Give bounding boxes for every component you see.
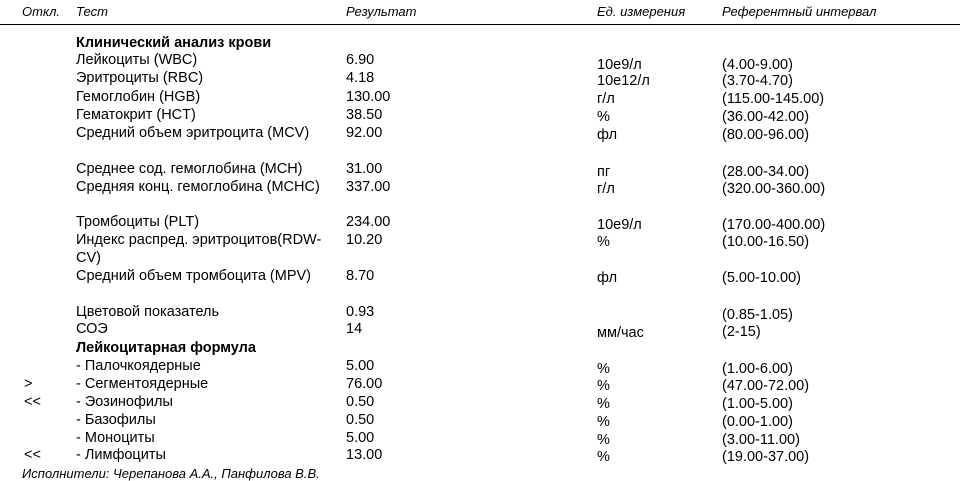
- row-unit: мм/час: [597, 325, 644, 341]
- row-result: 8.70: [346, 268, 375, 284]
- header-unit: Ед. измерения: [597, 4, 686, 19]
- row-test: - Лимфоциты: [76, 447, 166, 463]
- row-result: 130.00: [346, 89, 391, 105]
- row-unit: %: [597, 234, 610, 250]
- row-reference: (19.00-37.00): [722, 449, 810, 465]
- row-reference: (2-15): [722, 324, 761, 340]
- row-result: 0.50: [346, 412, 375, 428]
- footer-executors: Исполнители: Черепанова А.А., Панфилова В.В.: [22, 466, 320, 481]
- row-unit: %: [597, 414, 610, 430]
- row-test: - Моноциты: [76, 430, 155, 446]
- row-result: 14: [346, 321, 363, 337]
- row-unit: 10e9/л: [597, 57, 642, 73]
- section-title-cbc: Клинический анализ крови: [76, 35, 272, 51]
- row-reference: (3.00-11.00): [722, 432, 800, 448]
- row-unit: %: [597, 449, 610, 465]
- row-test: Индекс распред. эритроцитов(RDW-CV): [76, 232, 322, 266]
- row-unit: 10e12/л: [597, 73, 650, 89]
- row-unit: г/л: [597, 91, 615, 107]
- row-result: 31.00: [346, 161, 383, 177]
- row-test: СОЭ: [76, 321, 108, 337]
- row-test: Эритроциты (RBC): [76, 70, 204, 86]
- row-test: Средний объем тромбоцита (MPV): [76, 268, 311, 284]
- row-reference: (115.00-145.00): [722, 91, 825, 107]
- row-result: 4.18: [346, 70, 375, 86]
- row-reference: (47.00-72.00): [722, 378, 810, 394]
- row-test: Лейкоциты (WBC): [76, 52, 198, 68]
- header-reference: Референтный интервал: [722, 4, 877, 19]
- row-unit: %: [597, 361, 610, 377]
- row-result: 0.93: [346, 304, 375, 320]
- row-unit: г/л: [597, 181, 615, 197]
- row-result: 234.00: [346, 214, 391, 230]
- header-flag: Откл.: [22, 4, 61, 19]
- row-result: 38.50: [346, 107, 383, 123]
- row-reference: (5.00-10.00): [722, 270, 801, 286]
- row-reference: (4.00-9.00): [722, 57, 793, 73]
- row-test: Средний объем эритроцита (MCV): [76, 125, 310, 141]
- row-test: Гемоглобин (HGB): [76, 89, 201, 105]
- header-result: Результат: [346, 4, 417, 19]
- row-reference: (10.00-16.50): [722, 234, 810, 250]
- row-test: - Базофилы: [76, 412, 156, 428]
- row-result: 92.00: [346, 125, 383, 141]
- row-reference: (28.00-34.00): [722, 164, 810, 180]
- row-reference: (1.00-6.00): [722, 361, 793, 377]
- row-result: 337.00: [346, 179, 391, 195]
- row-unit: 10e9/л: [597, 217, 642, 233]
- row-reference: (0.85-1.05): [722, 307, 793, 323]
- row-result: 6.90: [346, 52, 375, 68]
- row-unit: фл: [597, 127, 618, 143]
- row-result: 10.20: [346, 232, 383, 248]
- row-reference: (170.00-400.00): [722, 217, 826, 233]
- row-reference: (36.00-42.00): [722, 109, 810, 125]
- row-result: 5.00: [346, 430, 375, 446]
- row-unit: фл: [597, 270, 618, 286]
- row-test: Тромбоциты (PLT): [76, 214, 200, 230]
- row-test: - Эозинофилы: [76, 394, 173, 410]
- row-result: 0.50: [346, 394, 375, 410]
- row-flag: <<: [24, 394, 41, 410]
- row-unit: пг: [597, 164, 611, 180]
- row-test: Цветовой показатель: [76, 304, 220, 320]
- row-result: 5.00: [346, 358, 375, 374]
- section-title-leukocyte-formula: Лейкоцитарная формула: [76, 340, 256, 356]
- row-test: - Палочкоядерные: [76, 358, 201, 374]
- row-unit: %: [597, 378, 610, 394]
- row-reference: (3.70-4.70): [722, 73, 793, 89]
- header-divider: [0, 24, 960, 25]
- row-unit: %: [597, 109, 610, 125]
- row-test: Гематокрит (HCT): [76, 107, 196, 123]
- row-flag: >: [24, 376, 33, 392]
- row-reference: (0.00-1.00): [722, 414, 793, 430]
- row-unit: %: [597, 432, 610, 448]
- row-test: Средняя конц. гемоглобина (MCHC): [76, 179, 320, 195]
- row-reference: (1.00-5.00): [722, 396, 793, 412]
- row-reference: (320.00-360.00): [722, 181, 826, 197]
- header-test: Тест: [76, 4, 108, 19]
- row-test: - Сегментоядерные: [76, 376, 209, 392]
- row-result: 76.00: [346, 376, 383, 392]
- row-flag: <<: [24, 447, 41, 463]
- row-result: 13.00: [346, 447, 383, 463]
- row-unit: %: [597, 396, 610, 412]
- row-reference: (80.00-96.00): [722, 127, 810, 143]
- row-test: Среднее сод. гемоглобина (MCH): [76, 161, 303, 177]
